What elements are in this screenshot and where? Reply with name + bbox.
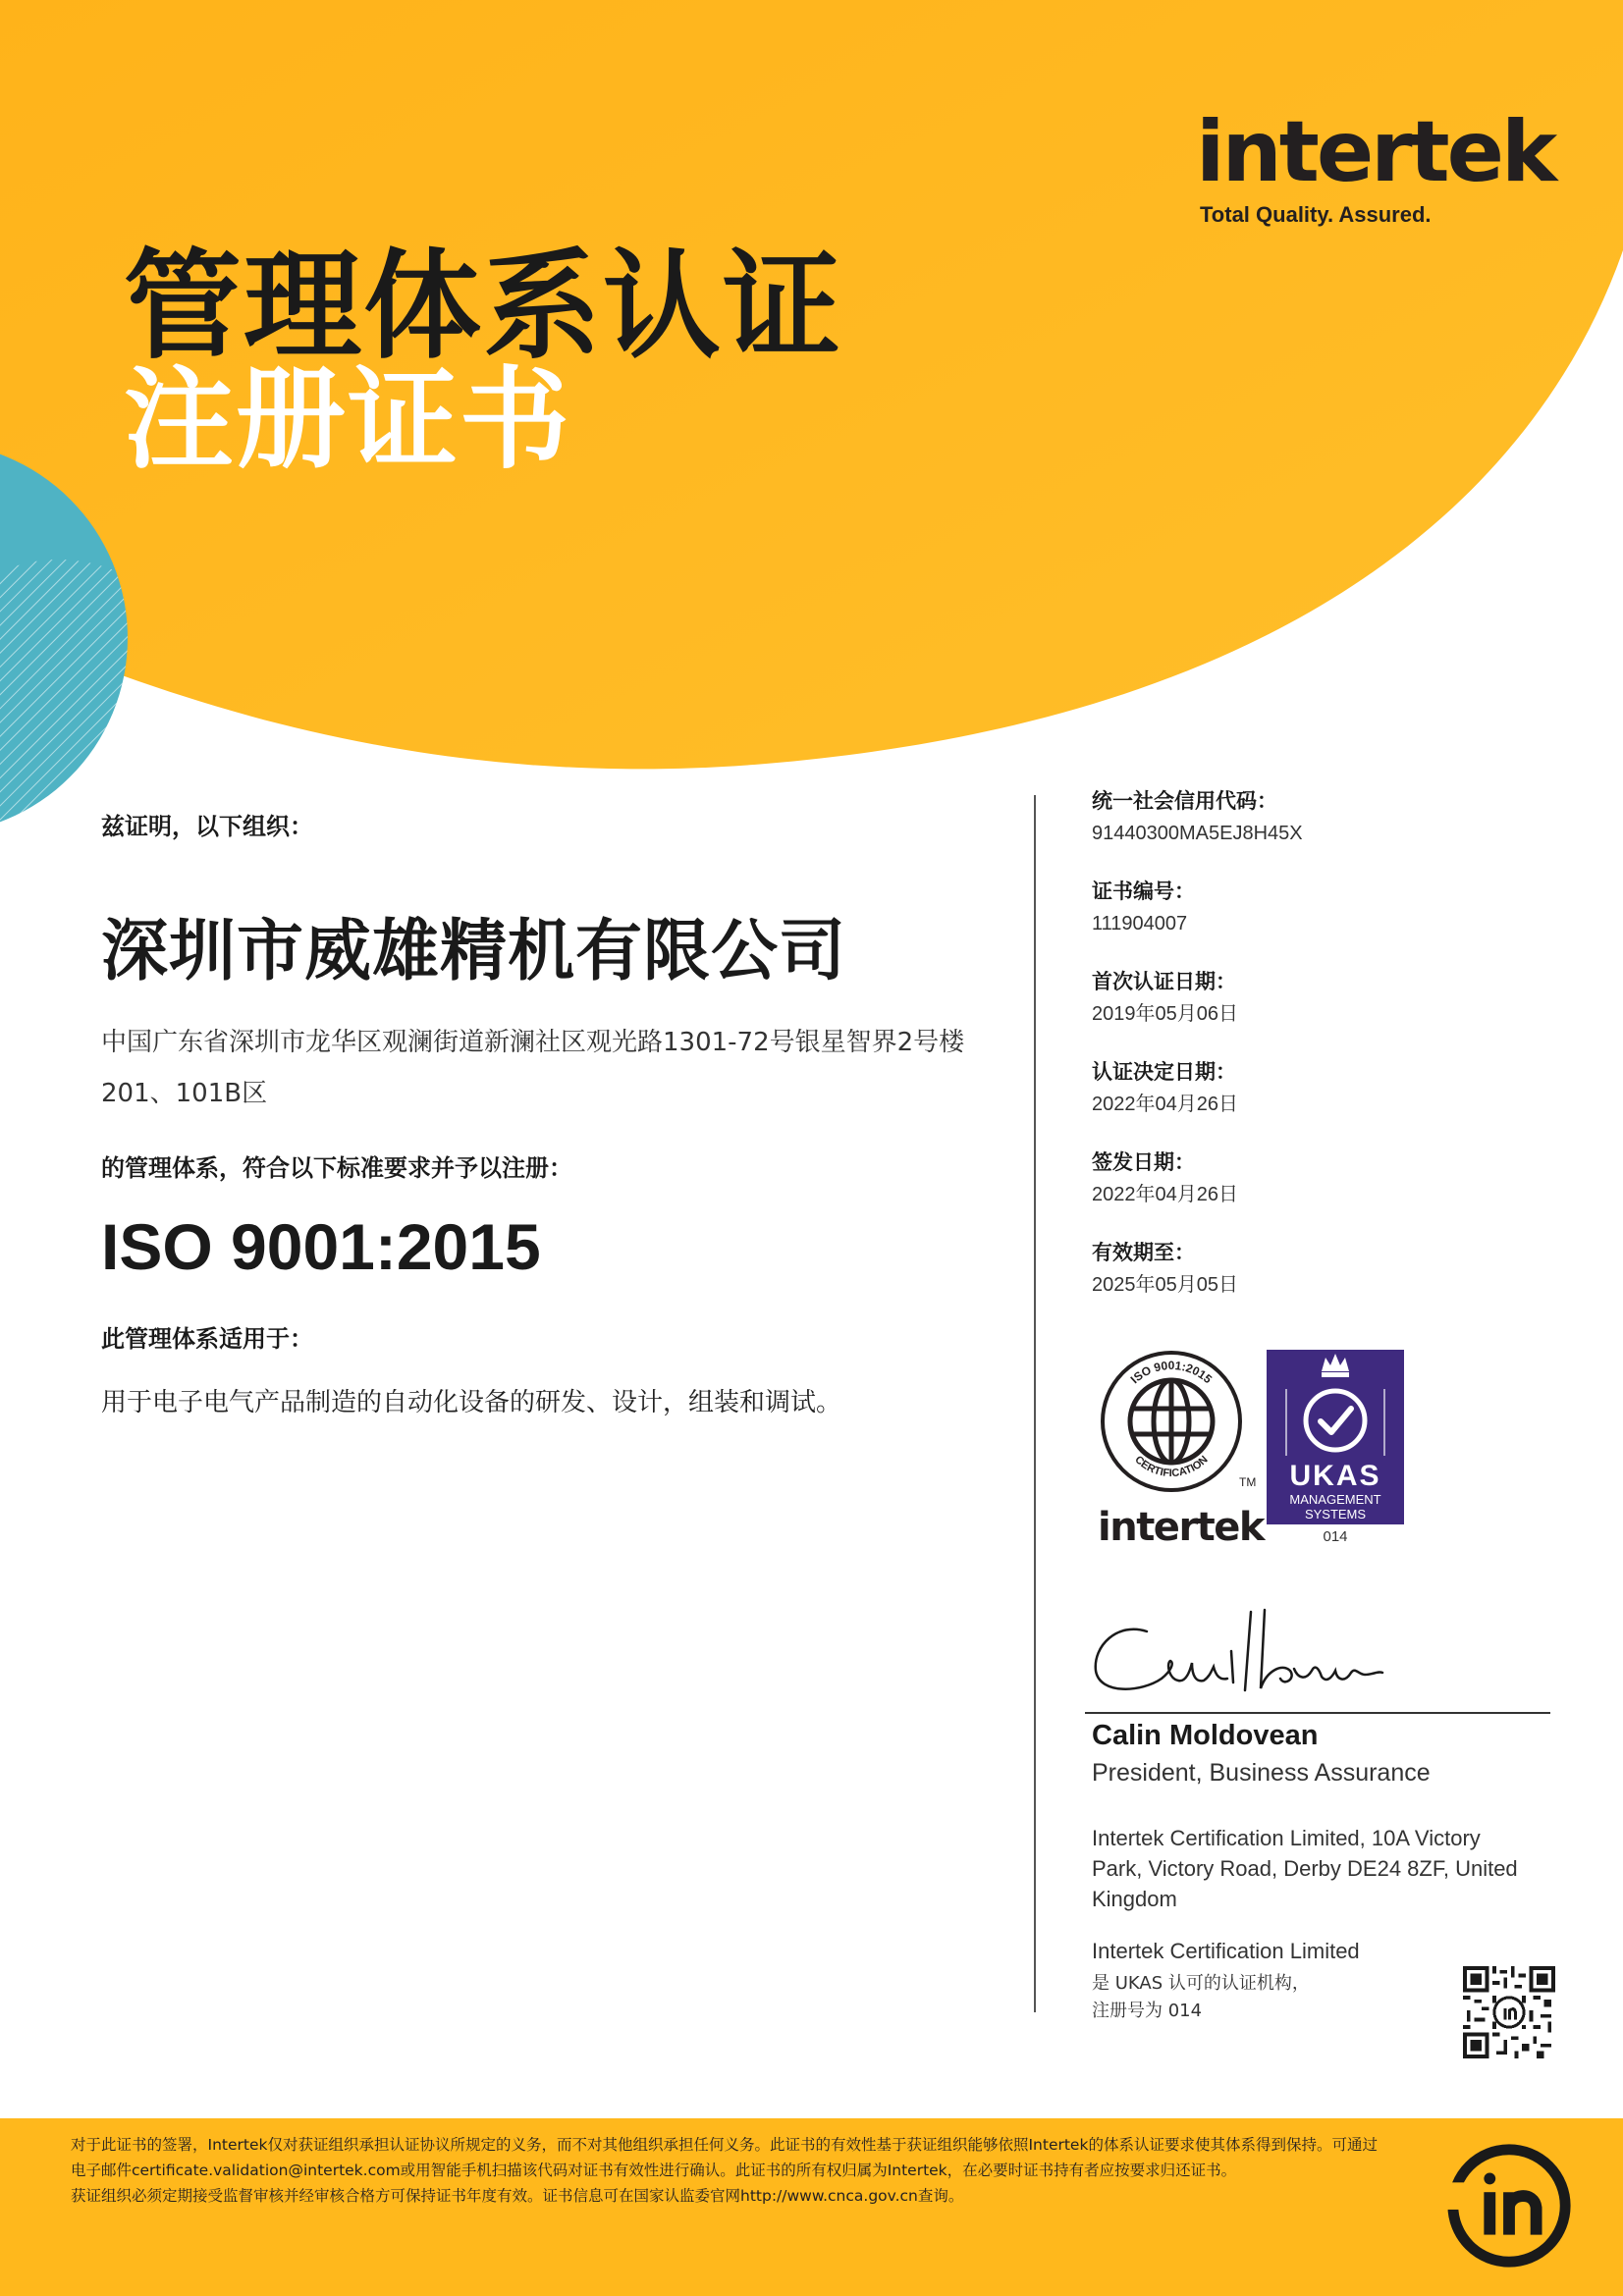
ukas-checkmark-icon xyxy=(1306,1391,1365,1450)
ukas-logo xyxy=(1267,1350,1404,1524)
iso-mark-bottom-text: CERTIFICATION xyxy=(1132,1454,1211,1480)
footer-disclaimer xyxy=(71,2132,1386,2209)
detail-initial-date xyxy=(1092,966,1524,1056)
conformity-statement: 的管理体系，符合以下标准要求并予以注册： xyxy=(101,1154,572,1182)
address-line: 201、101B区 xyxy=(101,1079,268,1108)
trademark-symbol: TM xyxy=(1239,1475,1257,1489)
certificate-details xyxy=(1092,785,1524,1327)
certificate-title: 管理体系认证 xyxy=(124,239,842,375)
address-line: 中国广东省深圳市龙华区观澜街道新澜社区观光路1301-72号银星智界2号楼 xyxy=(101,1028,965,1057)
ukas-number: 014 xyxy=(1323,1528,1348,1545)
intertek-in-icon xyxy=(1441,2138,1577,2273)
ukas-crown-icon xyxy=(1267,1350,1404,1460)
company-address xyxy=(101,1017,1014,1119)
detail-value: 2022年04月26日 xyxy=(1092,1094,1238,1115)
ukas-name: UKAS xyxy=(1289,1460,1381,1492)
scope-text: 用于电子电气产品制造的自动化设备的研发、设计，组装和调试。 xyxy=(101,1388,842,1417)
detail-value: 2022年04月26日 xyxy=(1092,1184,1238,1205)
ukas-subtitle xyxy=(1267,1492,1404,1522)
detail-label: 证书编号： xyxy=(1092,880,1195,903)
detail-issue-date xyxy=(1092,1147,1524,1237)
footer-paragraph: 对于此证书的签署，Intertek仅对获证组织承担认证协议所规定的义务，而不对其他组织承担任何义务。此证书的有效性基于获证组织能够依照Intertek的体系认证要求使其体系得到保持。可通过电子邮件certificate.validation@intertek.com或用智能手机扫描该代码对证书有效性进行确认。此证书的所有权归属为Intertek，在必要时证书持有者应按要求归还证书。 xyxy=(71,2136,1378,2179)
detail-value: 111904007 xyxy=(1092,913,1188,934)
ukas-subtitle-line: MANAGEMENT xyxy=(1289,1492,1381,1507)
detail-decision-date xyxy=(1092,1056,1524,1147)
intertek-logo xyxy=(1196,103,1555,228)
ukas-subtitle-line: SYSTEMS xyxy=(1304,1507,1367,1522)
accreditation-statement: 注册号为 014 xyxy=(1092,2001,1203,2021)
iso-certification-globe-icon xyxy=(1098,1348,1245,1495)
detail-label: 有效期至： xyxy=(1092,1241,1195,1264)
detail-label: 统一社会信用代码： xyxy=(1092,789,1277,813)
detail-value: 91440300MA5EJ8H45X xyxy=(1092,823,1303,844)
signature xyxy=(1088,1602,1461,1710)
company-name: 深圳市威雄精机有限公司 xyxy=(101,913,847,990)
accreditation-statement: 是 UKAS 认可的认证机构， xyxy=(1092,1973,1310,1994)
iso-mark-top-text: ISO 9001:2015 xyxy=(1127,1358,1216,1387)
detail-expiry-date xyxy=(1092,1237,1524,1327)
footer-paragraph: 获证组织必须定期接受监督审核并经审核合格方可保持证书年度有效。证书信息可在国家认监委官网http://www.cnca.gov.cn查询。 xyxy=(71,2187,964,2205)
signer-title: President, Business Assurance xyxy=(1092,1759,1431,1787)
detail-credit-code xyxy=(1092,785,1524,876)
detail-label: 签发日期： xyxy=(1092,1150,1195,1174)
detail-label: 首次认证日期： xyxy=(1092,970,1236,993)
signature-line xyxy=(1085,1712,1550,1714)
certificate-subtitle: 注册证书 xyxy=(124,356,571,484)
detail-label: 认证决定日期： xyxy=(1092,1060,1236,1084)
accreditation-statement: Intertek Certification Limited xyxy=(1092,1939,1360,1963)
intro-text: 兹证明，以下组织： xyxy=(101,813,313,840)
detail-certificate-number xyxy=(1092,876,1524,966)
issuer-address: Intertek Certification Limited, 10A Victory Park, Victory Road, Derby DE24 8ZF, United Kingdom xyxy=(1092,1826,1518,1911)
detail-value: 2025年05月05日 xyxy=(1092,1274,1238,1296)
standard-name: ISO 9001:2015 xyxy=(101,1210,541,1283)
detail-value: 2019年05月06日 xyxy=(1092,1003,1238,1025)
column-divider xyxy=(1034,795,1036,2012)
scope-label: 此管理体系适用于： xyxy=(101,1325,313,1353)
logo-wordmark: intertek xyxy=(1196,103,1555,201)
signer-name: Calin Moldovean xyxy=(1092,1720,1319,1751)
logo-tagline: Total Quality. Assured. xyxy=(1200,202,1432,227)
qr-code[interactable] xyxy=(1463,1966,1555,2058)
iso-mark-brand: intertek xyxy=(1098,1505,1265,1550)
